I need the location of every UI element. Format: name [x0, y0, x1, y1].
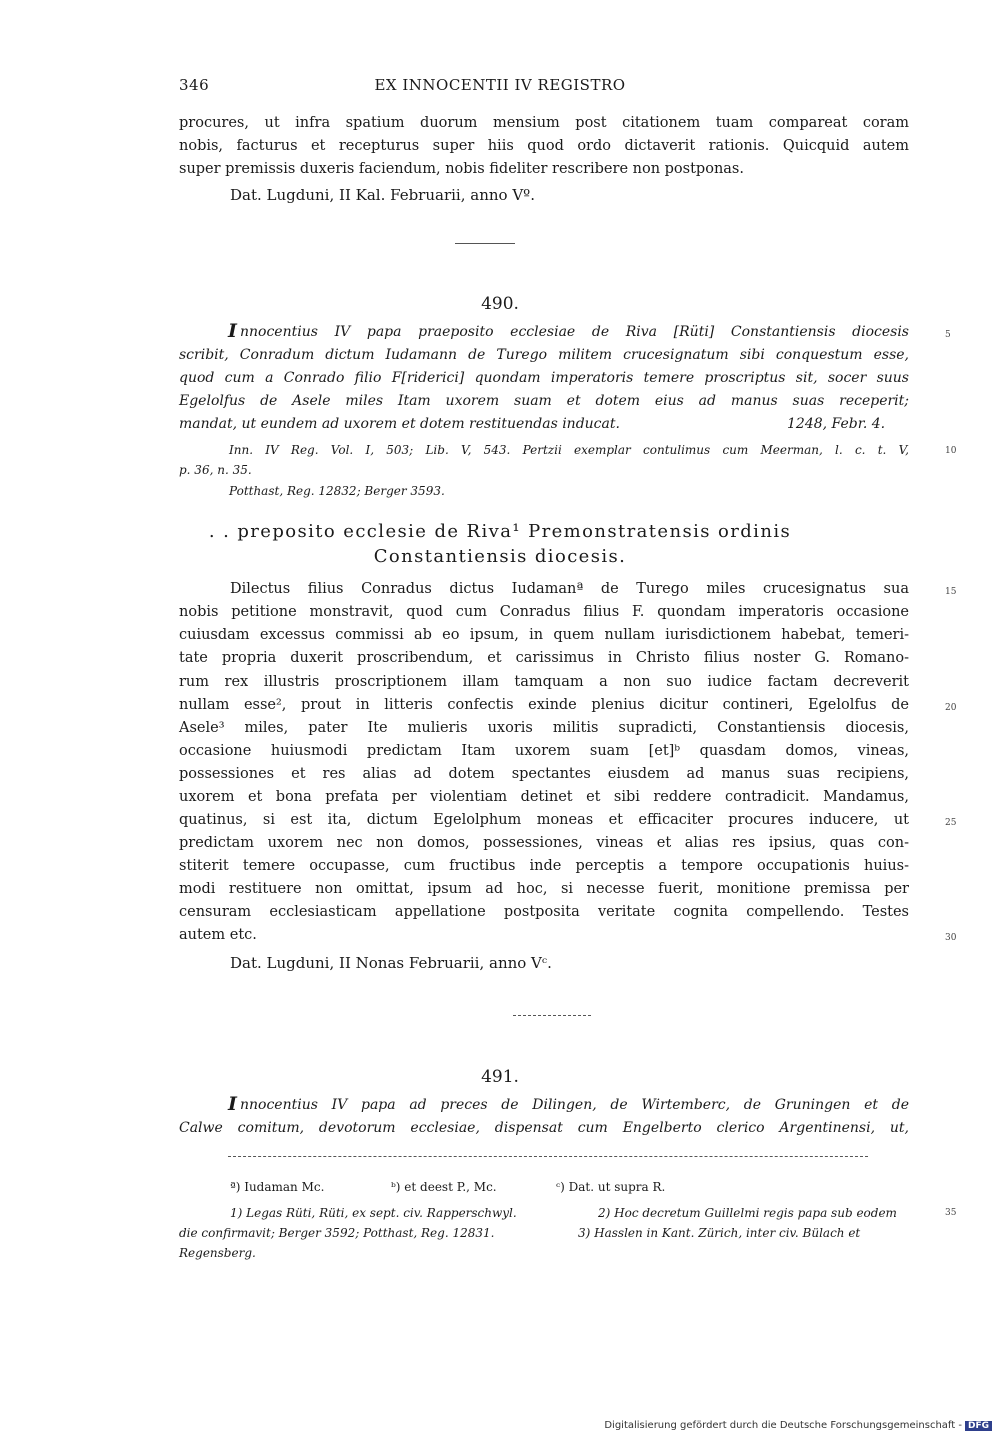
letter-490-body-3: tate propria duxerit proscribendum, et carissimus in Christo filius noster G. Romano- — [179, 650, 909, 666]
letter-490-body-2: cuiusdam excessus commissi ab eo ipsum, in quem nullam iurisdictionem habebat, temeri- — [179, 627, 909, 643]
credit-text: Digitalisierung gefördert durch die Deutsche Forschungsgemeinschaft - — [604, 1420, 962, 1431]
letter-490-summary-3: quod cum a Conrado filio F[riderici] quondam imperatoris temere proscriptus sit, socer suus — [179, 370, 909, 386]
letter-490-summary-2: scribit, Conradum dictum Iudamann de Turego militem crucesignatum sibi conquestum esse, — [179, 347, 909, 363]
running-title: EX INNOCENTII IV REGISTRO — [374, 76, 626, 94]
page-number: 346 — [179, 76, 210, 94]
letter-490-body-6: Asele³ miles, pater Ite mulieris uxoris militis supradicti, Constantiensis diocesis, — [179, 720, 909, 736]
footnote-1a: 1) Legas Rüti, Rüti, ex sept. civ. Rapperschwyl. — [230, 1206, 517, 1220]
letter-490-date: 1248, Febr. 4. — [787, 416, 886, 432]
letter-490-initial: I — [228, 320, 237, 342]
letter-491-number: 491. — [481, 1067, 519, 1087]
footnote-separator — [228, 1156, 868, 1157]
footnote-3b: Regensberg. — [179, 1246, 256, 1260]
letter-490-body-5: nullam esse², prout in litteris confectis exinde plenius dicitur contineri, Egelolfus de — [179, 697, 909, 713]
line-number-20: 20 — [945, 703, 957, 713]
letter-490-body-1: nobis petitione monstravit, quod cum Conradus filius F. quondam imperatoris occasione — [179, 604, 909, 620]
letter-490-body-10: quatinus, si est ita, dictum Egelolphum moneas et efficaciter procures inducere, ut — [179, 812, 909, 828]
intro-line-3: super premissis duxeris faciendum, nobis fideliter rescribere non postponas. — [179, 161, 744, 177]
letter-490-ref-1: Inn. IV Reg. Vol. I, 503; Lib. V, 543. Pertzii exemplar contulimus cum Meerman, l. c. t. V, — [229, 443, 909, 457]
footnote-3a: 3) Hasslen in Kant. Zürich, inter civ. Bülach et — [578, 1226, 861, 1240]
letter-490-ref-3: Potthast, Reg. 12832; Berger 3593. — [229, 484, 445, 498]
letter-490-body-13: modi restituere non omittat, ipsum ad hoc, si necesse fuerit, monitione premissa per — [179, 881, 909, 897]
letter-490-body-8: possessiones et res alias ad dotem spectantes eiusdem ad manus suas recipiens, — [179, 766, 909, 782]
footnote-c: ᶜ) Dat. ut supra R. — [556, 1180, 666, 1194]
letter-490-body-first: Dilectus filius Conradus dictus Iudamanª de Turego miles crucesignatus sua — [230, 581, 909, 597]
footnote-2: 2) Hoc decretum Guillelmi regis papa sub eodem — [598, 1206, 897, 1220]
footnote-a: ª) Iudaman Mc. — [230, 1180, 325, 1194]
footnote-b: ᵇ) et deest P., Mc. — [391, 1180, 497, 1194]
letter-490-ref-2: p. 36, n. 35. — [179, 463, 252, 477]
digitization-credit — [604, 1420, 992, 1431]
letter-490-body-12: stiterit temere occupasse, cum fructibus inde perceptis a tempore occupationis huius- — [179, 858, 909, 874]
letter-490-summary-1: nnocentius IV papa praeposito ecclesiae de Riva [Rüti] Constantiensis diocesis — [240, 324, 909, 340]
separator-2 — [513, 1015, 591, 1016]
letter-491-initial: I — [228, 1093, 237, 1115]
letter-491-summary-2: Calwe comitum, devotorum ecclesiae, dispensat cum Engelberto clerico Argentinensi, ut, — [179, 1120, 909, 1136]
letter-490-body-last: autem etc. — [179, 927, 257, 943]
letter-490-body-9: uxorem et bona prefata per violentiam detinet et sibi reddere contradicit. Mandamus, — [179, 789, 909, 805]
letter-490-address-2: Constantiensis diocesis. — [373, 546, 627, 567]
line-number-30: 30 — [945, 933, 957, 943]
letter-490-address-1: . . preposito ecclesie de Riva¹ Premonstratensis ordinis — [208, 521, 792, 542]
intro-line-2: nobis, facturus et recepturus super hiis quod ordo dictaverit rationis. Quicquid autem — [179, 138, 909, 154]
dfg-logo: DFG — [965, 1421, 992, 1431]
letter-491-summary-1: nnocentius IV papa ad preces de Dilingen, de Wirtemberc, de Gruningen et de — [240, 1097, 909, 1113]
letter-490-body-11: predictam uxorem nec non domos, possessiones, vineas et alias res ipsius, quas con- — [179, 835, 909, 851]
letter-490-body-4: rum rex illustris proscriptionem illam tamquam a non suo iudice factam decreverit — [179, 674, 909, 690]
line-number-10: 10 — [945, 446, 957, 456]
intro-dat: Dat. Lugduni, II Kal. Februarii, anno Vº. — [230, 186, 535, 204]
letter-490-body-7: occasione huiusmodi predictam Itam uxorem suam [et]ᵇ quasdam domos, vineas, — [179, 743, 909, 759]
line-number-25: 25 — [945, 818, 957, 828]
letter-490-body-14: censuram ecclesiasticam appellatione postposita veritate cognita compellendo. Testes — [179, 904, 909, 920]
intro-line-1: procures, ut infra spatium duorum mensium post citationem tuam compareat coram — [179, 115, 909, 131]
separator-1 — [455, 243, 515, 244]
letter-490-number: 490. — [481, 294, 519, 314]
letter-490-summary-4: Egelolfus de Asele miles Itam uxorem suam et dotem eius ad manus suas receperit; — [179, 393, 909, 409]
letter-490-dat: Dat. Lugduni, II Nonas Februarii, anno Vᶜ. — [230, 954, 552, 972]
letter-490-summary-5: mandat, ut eundem ad uxorem et dotem restituendas inducat. — [179, 416, 620, 432]
footnote-1b: die confirmavit; Berger 3592; Potthast, Reg. 12831. — [179, 1226, 495, 1240]
line-number-15: 15 — [945, 587, 957, 597]
line-number-35: 35 — [945, 1208, 957, 1218]
line-number-5: 5 — [945, 330, 951, 340]
